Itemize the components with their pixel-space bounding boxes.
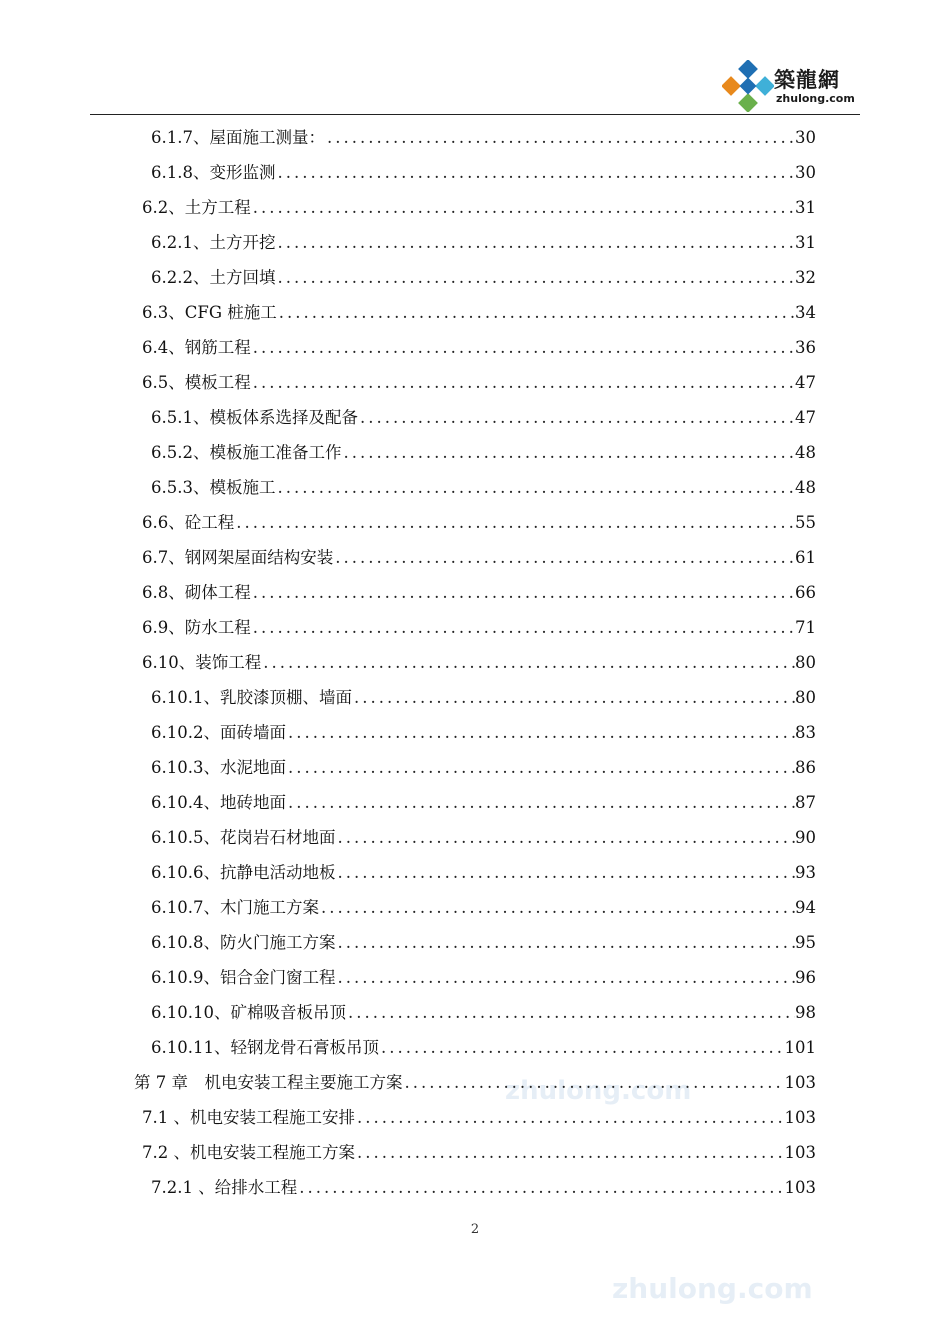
toc-entry-title: 6.4、钢筋工程 (142, 338, 251, 357)
toc-entry[interactable] (142, 190, 816, 225)
toc-entry[interactable] (142, 505, 816, 540)
toc-entry[interactable] (151, 995, 816, 1030)
toc-entry-title: 6.9、防水工程 (142, 618, 251, 637)
toc-entry-title: 6.3、CFG 桩施工 (142, 303, 277, 322)
toc-entry[interactable] (142, 365, 816, 400)
toc-entry-title: 6.6、砼工程 (142, 513, 235, 532)
toc-entry[interactable] (151, 925, 816, 960)
toc-page-number: 86 (795, 758, 816, 777)
footer-page-number: 2 (470, 1222, 480, 1237)
toc-page-number: 55 (795, 513, 816, 532)
toc-entry[interactable] (142, 1135, 816, 1170)
toc-page-number: 71 (795, 618, 816, 637)
toc-entry[interactable] (142, 295, 816, 330)
toc-leader-dots (234, 505, 795, 540)
toc-entry[interactable] (142, 610, 816, 645)
toc-entry[interactable] (151, 750, 816, 785)
toc-leader-dots (286, 750, 795, 785)
toc-entry[interactable] (151, 960, 816, 995)
toc-entry[interactable] (151, 855, 816, 890)
toc-entry-title: 6.5.3、模板施工 (151, 478, 276, 497)
toc-page-number: 61 (795, 548, 816, 567)
toc-entry-title: 6.10、装饰工程 (142, 653, 262, 672)
toc-entry[interactable] (151, 225, 816, 260)
toc-entry-title: 6.2.1、土方开挖 (151, 233, 276, 252)
header-divider (90, 114, 860, 115)
toc-page-number: 34 (795, 303, 816, 322)
toc-leader-dots (277, 295, 795, 330)
toc-page-number: 30 (795, 128, 816, 147)
toc-page-number: 30 (795, 163, 816, 182)
toc-entry-title: 6.1.7、屋面施工测量： (151, 128, 325, 147)
toc-page-number: 66 (795, 583, 816, 602)
toc-entry[interactable] (142, 575, 816, 610)
toc-page-number: 96 (795, 968, 816, 987)
toc-entry[interactable] (151, 715, 816, 750)
toc-page-number: 83 (795, 723, 816, 742)
toc-entry-title: 6.10.6、抗静电活动地板 (151, 863, 336, 882)
toc-page-number: 36 (795, 338, 816, 357)
toc-page-number: 32 (795, 268, 816, 287)
toc-page-number: 93 (795, 863, 816, 882)
toc-leader-dots (319, 890, 795, 925)
toc-leader-dots (297, 1170, 784, 1205)
pinwheel-logo-icon (722, 60, 774, 112)
toc-entry-title: 6.5、模板工程 (142, 373, 251, 392)
toc-page-number: 98 (795, 1003, 816, 1022)
toc-leader-dots (261, 645, 795, 680)
toc-entry[interactable] (151, 890, 816, 925)
toc-entry[interactable] (151, 820, 816, 855)
toc-entry[interactable] (142, 330, 816, 365)
toc-entry[interactable] (151, 400, 816, 435)
toc-leader-dots (333, 540, 795, 575)
toc-leader-dots (251, 575, 795, 610)
toc-entry-title: 6.10.5、花岗岩石材地面 (151, 828, 336, 847)
toc-entry-title: 6.10.8、防火门施工方案 (151, 933, 336, 952)
toc-leader-dots (251, 190, 795, 225)
toc-entry-title: 第 7 章 机电安装工程主要施工方案 (134, 1073, 403, 1092)
toc-entry[interactable] (151, 1030, 816, 1065)
toc-leader-dots (379, 1030, 785, 1065)
toc-leader-dots (251, 365, 795, 400)
toc-leader-dots (275, 155, 795, 190)
brand-name-en: zhulong.com (776, 92, 855, 105)
toc-page-number: 47 (795, 373, 816, 392)
toc-entry-title: 6.5.2、模板施工准备工作 (151, 443, 342, 462)
toc-entry[interactable] (151, 435, 816, 470)
toc-leader-dots (275, 260, 795, 295)
toc-entry-title: 6.10.10、矿棉吸音板吊顶 (151, 1003, 346, 1022)
toc-entry-title: 6.1.8、变形监测 (151, 163, 276, 182)
toc-page-number: 48 (795, 443, 816, 462)
toc-leader-dots (251, 610, 795, 645)
toc-entry-title: 6.2、土方工程 (142, 198, 251, 217)
toc-leader-dots (275, 470, 795, 505)
watermark: zhulong.com (612, 1272, 813, 1305)
watermark: zhulong.com (505, 1076, 692, 1106)
toc-page-number: 103 (784, 1073, 816, 1092)
toc-entry-title: 7.2.1 、给排水工程 (151, 1178, 298, 1197)
toc-page-number: 80 (795, 653, 816, 672)
toc-page-number: 103 (784, 1143, 816, 1162)
toc-leader-dots (251, 330, 795, 365)
brand-name-cn: 築龍網 (774, 68, 840, 92)
toc-entry[interactable] (151, 120, 816, 155)
toc-entry-title: 6.10.9、铝合金门窗工程 (151, 968, 336, 987)
toc-page-number: 31 (795, 233, 816, 252)
toc-entry[interactable] (134, 1065, 816, 1100)
toc-entry-title: 6.7、钢网架屋面结构安装 (142, 548, 334, 567)
toc-leader-dots (403, 1065, 785, 1100)
toc-entry[interactable] (142, 1100, 816, 1135)
toc-page-number: 48 (795, 478, 816, 497)
toc-entry-title: 6.2.2、土方回填 (151, 268, 276, 287)
toc-entry-title: 7.2 、机电安装工程施工方案 (142, 1143, 355, 1162)
toc-leader-dots (355, 1100, 785, 1135)
toc-leader-dots (341, 435, 795, 470)
toc-entry-title: 6.10.1、乳胶漆顶棚、墙面 (151, 688, 352, 707)
toc-leader-dots (335, 925, 795, 960)
toc-entry-title: 6.10.3、水泥地面 (151, 758, 286, 777)
toc-page-number: 101 (784, 1038, 816, 1057)
toc-page-number: 87 (795, 793, 816, 812)
toc-page-number: 90 (795, 828, 816, 847)
toc-page-number: 47 (795, 408, 816, 427)
toc-entry-title: 6.10.7、木门施工方案 (151, 898, 319, 917)
toc-entry-title: 6.8、砌体工程 (142, 583, 251, 602)
zhulong-logo (722, 60, 862, 112)
toc-entry[interactable] (151, 785, 816, 820)
toc-entry-title: 7.1 、机电安装工程施工安排 (142, 1108, 355, 1127)
toc-leader-dots (358, 400, 795, 435)
toc-entry-title: 6.10.2、面砖墙面 (151, 723, 286, 742)
toc-entry[interactable] (151, 470, 816, 505)
toc-leader-dots (286, 715, 795, 750)
toc-page-number: 31 (795, 198, 816, 217)
toc-entry[interactable] (151, 1170, 816, 1205)
toc-page-number: 80 (795, 688, 816, 707)
toc-entry[interactable] (142, 540, 816, 575)
toc-page-number: 95 (795, 933, 816, 952)
toc-leader-dots (275, 225, 795, 260)
toc-leader-dots (352, 680, 795, 715)
toc-leader-dots (355, 1135, 785, 1170)
toc-page-number: 103 (784, 1108, 816, 1127)
toc-leader-dots (286, 785, 795, 820)
toc-leader-dots (335, 855, 795, 890)
toc-leader-dots (335, 820, 795, 855)
toc-page-number: 94 (795, 898, 816, 917)
toc-entry-title: 6.10.11、轻钢龙骨石膏板吊顶 (151, 1038, 379, 1057)
toc-leader-dots (346, 995, 795, 1030)
toc-leader-dots (325, 120, 795, 155)
toc-entry[interactable] (142, 645, 816, 680)
toc-entry[interactable] (151, 260, 816, 295)
toc-entry-title: 6.5.1、模板体系选择及配备 (151, 408, 358, 427)
toc-entry-title: 6.10.4、地砖地面 (151, 793, 286, 812)
toc-page-number: 103 (784, 1178, 816, 1197)
toc-entry[interactable] (151, 680, 816, 715)
toc-leader-dots (335, 960, 795, 995)
toc-entry[interactable] (151, 155, 816, 190)
